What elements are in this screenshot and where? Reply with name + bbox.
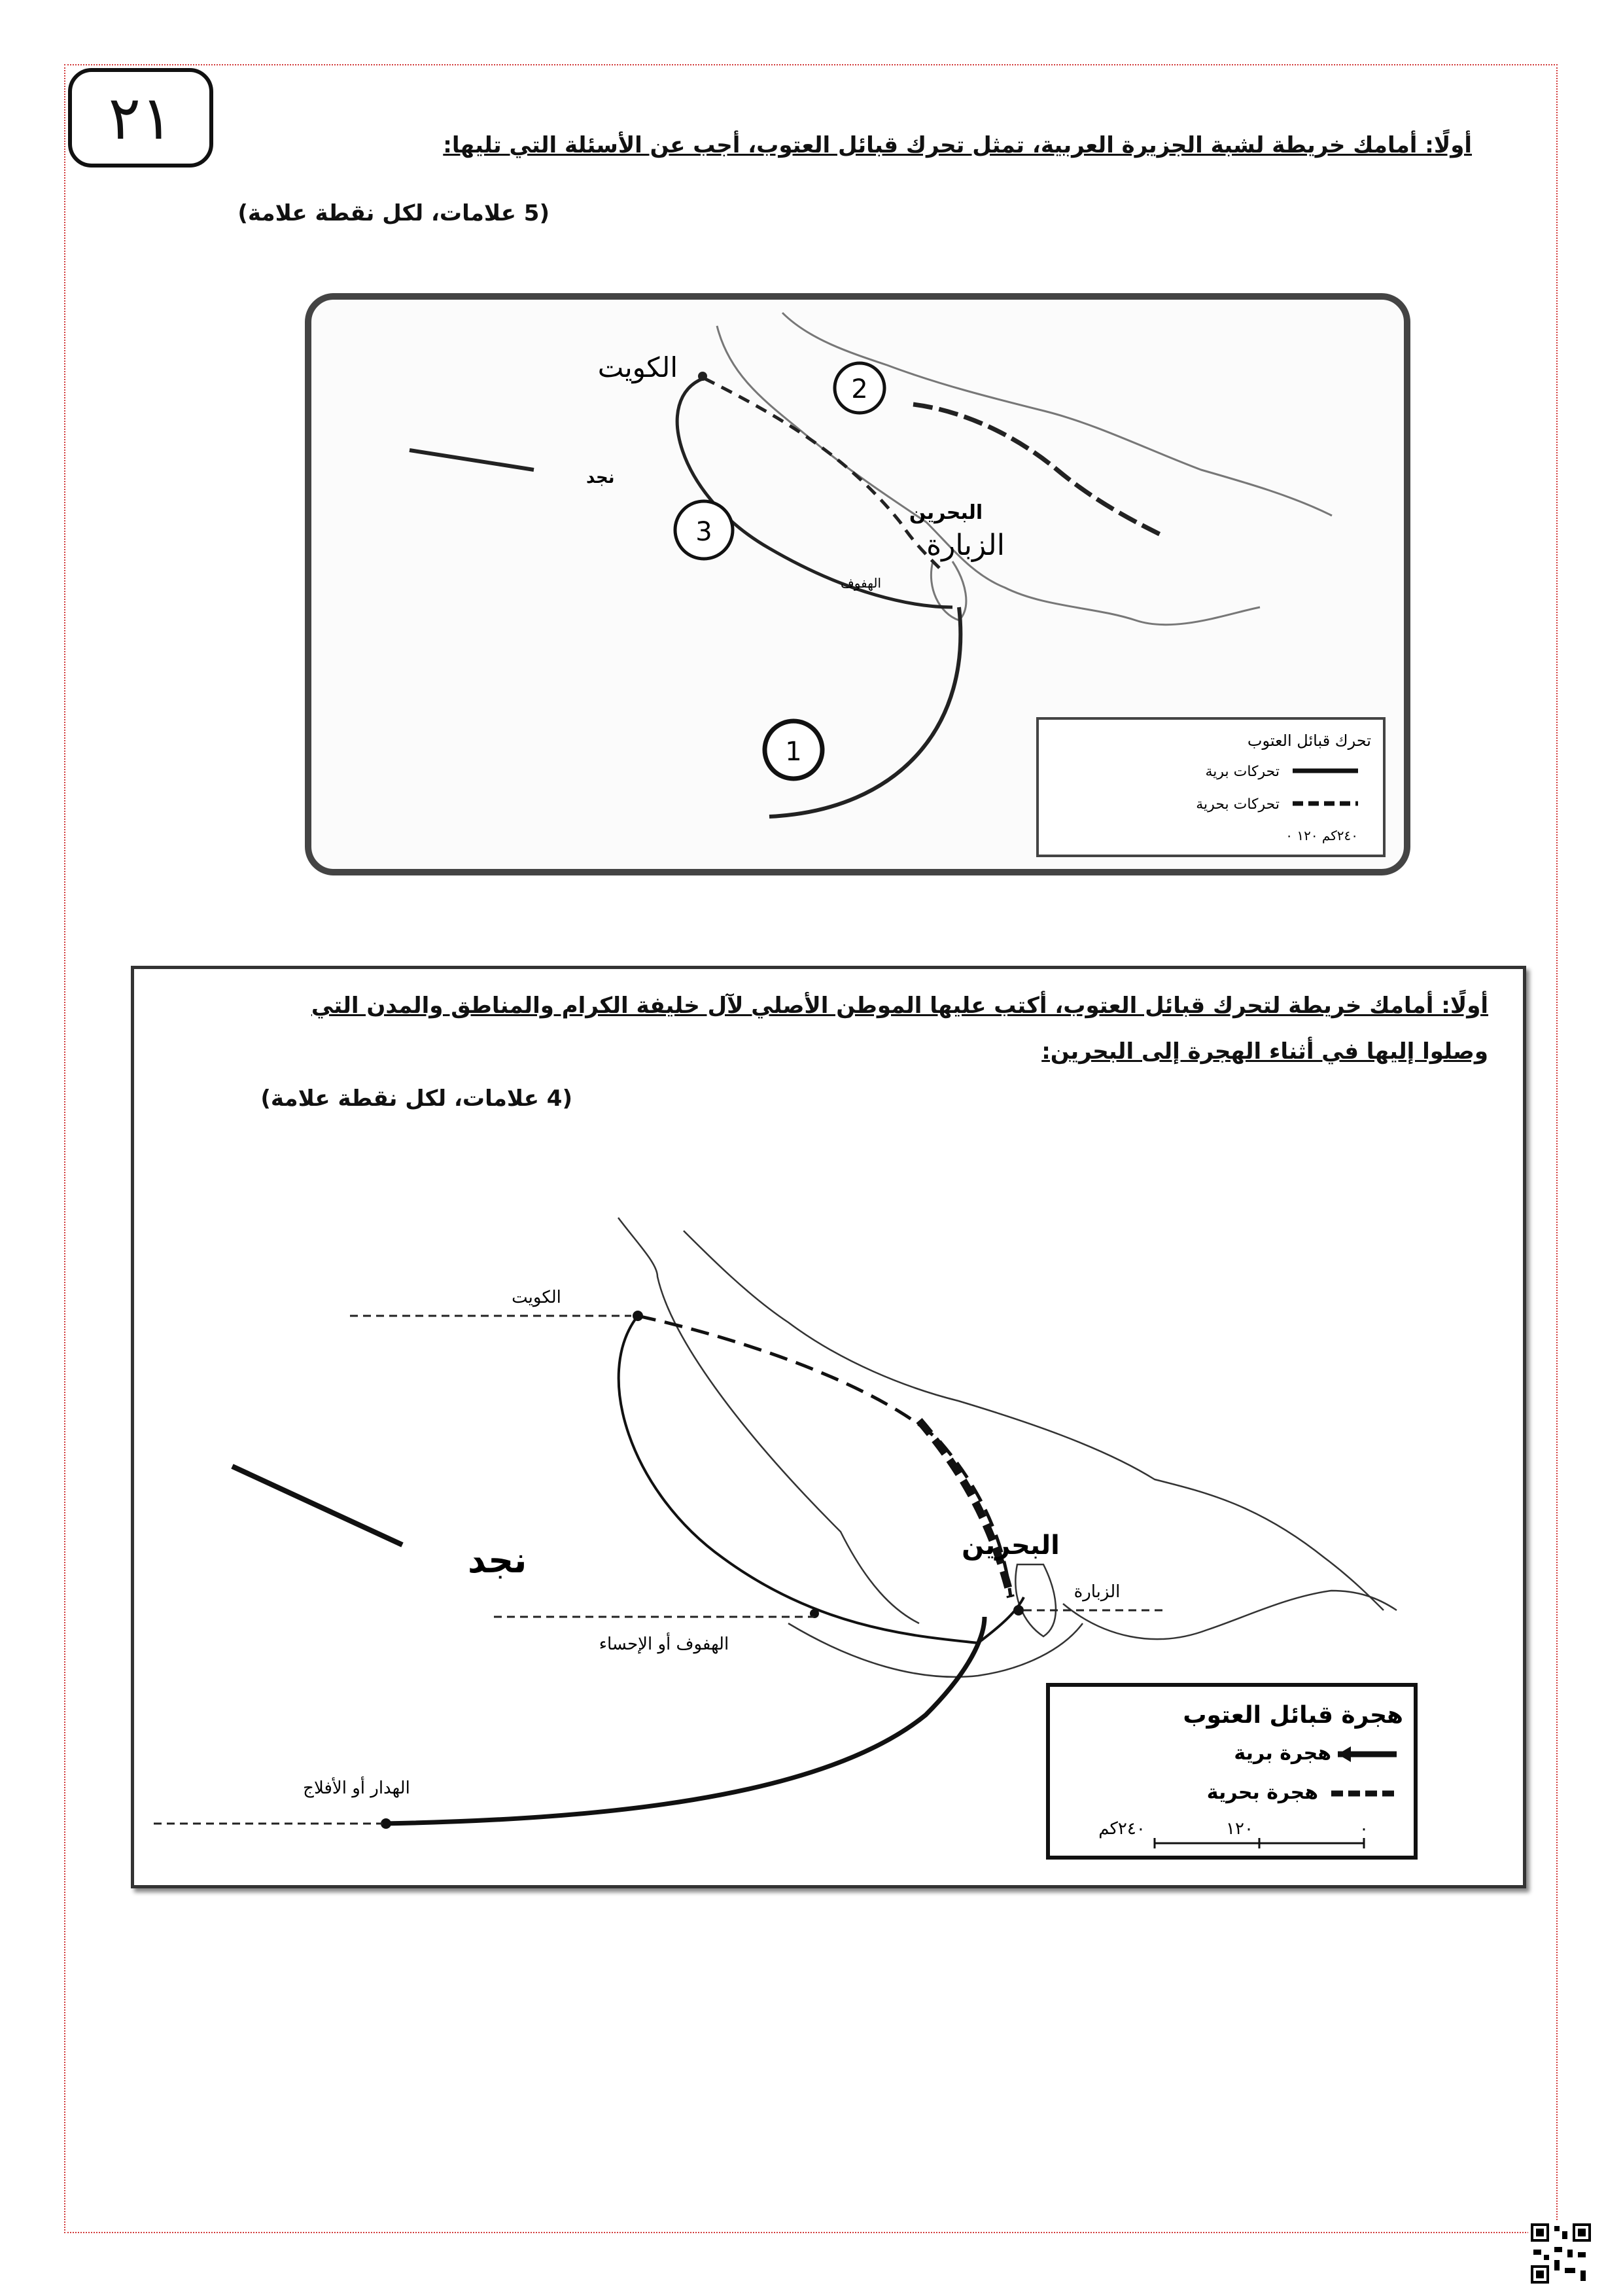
circle-1 xyxy=(765,721,822,779)
map2-route-sea-bold xyxy=(919,1421,1011,1597)
map1-legend-scale: ٢٤٠كم ١٢٠ ٠ xyxy=(1285,828,1358,843)
map1-legend-sea: تحركات بحرية xyxy=(1196,796,1280,813)
map2-legend xyxy=(1048,1685,1416,1858)
map2-legend-scale-120: ١٢٠ xyxy=(1226,1819,1253,1839)
map1-legend xyxy=(1038,718,1384,856)
route-land-south xyxy=(769,607,960,817)
map1-legend-land: تحركات برية xyxy=(1205,764,1280,780)
map2-legend-scale-0: ٠ xyxy=(1359,1819,1369,1839)
map1-legend-title: تحرك قبائل العتوب xyxy=(1247,732,1371,750)
map2-legend-land: هجرة برية xyxy=(1234,1742,1331,1765)
map2-legend-scale-240: ٢٤٠كم xyxy=(1098,1819,1145,1839)
coastline xyxy=(717,326,1260,625)
map2-route-sea xyxy=(638,1316,1011,1597)
circle-2 xyxy=(835,363,884,413)
route-land-kuwait xyxy=(677,378,952,607)
map-2-drawing xyxy=(134,969,1523,1885)
map2-coast-south xyxy=(788,1623,1083,1677)
map2-hofuf: الهفوف أو الإحساء xyxy=(599,1634,729,1654)
kuwait-dot xyxy=(698,372,707,381)
map1-zubara: الزبارة xyxy=(926,529,1005,562)
coastline-north xyxy=(782,313,1332,516)
question-2-line-1: أولًا: أمامك خريطة لتحرك قبائل العتوب، أكتب عليها الموطن الأصلي لآل خليفة الكرام والمناطق والمدن التي xyxy=(311,993,1488,1019)
qr-code xyxy=(1528,2221,1594,2286)
map2-haddar: الهدار أو الأفلاج xyxy=(303,1778,410,1798)
map2-zubara: الزبارة xyxy=(1073,1582,1121,1602)
map1-hofuf: الهفوف xyxy=(840,575,882,591)
map2-legend-title: هجرة قبائل العتوب xyxy=(1183,1702,1403,1729)
page-number: ٢١ xyxy=(108,82,173,153)
map2-coast-west xyxy=(618,1218,919,1623)
question-2-line-2: وصلوا إليها في أثناء الهجرة إلى البحرين: xyxy=(1041,1038,1488,1065)
marks-1: (5 علامات، لكل نقطة علامة) xyxy=(237,200,550,226)
map2-zubara-dot xyxy=(1013,1605,1024,1616)
map2-legend-sea: هجرة بحرية xyxy=(1206,1781,1318,1804)
map-1-drawing xyxy=(311,300,1404,869)
marks-2: (4 علامات، لكل نقطة علامة) xyxy=(260,1086,572,1112)
circle-1-label: 1 xyxy=(785,737,802,767)
page-number-box xyxy=(68,68,213,168)
map2-najd-line xyxy=(232,1466,402,1545)
map2-route-land-kuwait xyxy=(619,1316,1024,1643)
map-2-frame xyxy=(131,966,1526,1888)
circle-3-label: 3 xyxy=(695,517,712,547)
najd-line xyxy=(410,450,534,470)
circle-3 xyxy=(675,501,733,559)
circle-2-label: 2 xyxy=(851,374,868,404)
map-1 xyxy=(305,293,1410,875)
map2-kuwait-dot xyxy=(633,1311,643,1321)
map2-kuwait: الكويت xyxy=(512,1288,561,1307)
map1-najd: نجد xyxy=(586,468,615,487)
map1-bahrain: البحرين xyxy=(909,501,983,524)
map2-najd: نجد xyxy=(468,1540,527,1581)
route-sea xyxy=(704,378,939,568)
map1-kuwait: الكويت xyxy=(597,351,678,383)
map2-bahrain: البحرين xyxy=(962,1530,1060,1561)
question-1: أولًا: أمامك خريطة لشبة الجزيرة العربية، تمثل تحرك قبائل العتوب، أجب عن الأسئلة التي تليها: xyxy=(443,132,1472,158)
